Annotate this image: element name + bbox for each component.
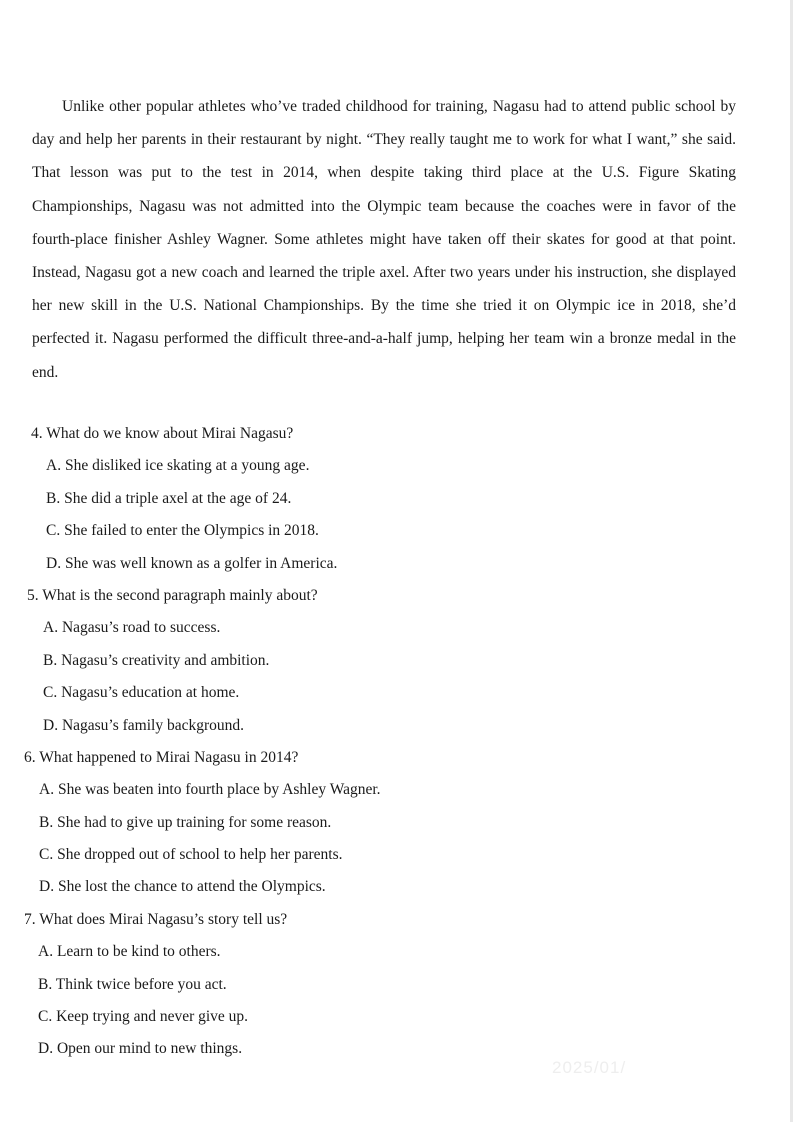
question-6-stem: 6. What happened to Mirai Nagasu in 2014? (24, 748, 299, 766)
question-4-option-b: B. She did a triple axel at the age of 24. (46, 489, 292, 507)
question-6 (24, 742, 744, 904)
question-6-option-d: D. She lost the chance to attend the Olympics. (39, 878, 326, 896)
question-4-option-a: A. She disliked ice skating at a young age. (46, 457, 310, 475)
question-5-option-c: C. Nagasu’s education at home. (43, 684, 240, 702)
question-5-option-a: A. Nagasu’s road to success. (43, 619, 221, 637)
question-7-option-d: D. Open our mind to new things. (38, 1040, 243, 1058)
scan-date-watermark: 2025/01/ (552, 1058, 627, 1077)
question-4 (24, 418, 744, 580)
question-7-stem: 7. What does Mirai Nagasu’s story tell us? (24, 910, 288, 928)
question-5-option-d: D. Nagasu’s family background. (43, 716, 245, 734)
question-7 (24, 904, 744, 1066)
question-5-stem: 5. What is the second paragraph mainly about? (27, 586, 318, 604)
question-4-option-d: D. She was well known as a golfer in America. (46, 554, 338, 572)
question-list (24, 418, 744, 1066)
question-6-option-a: A. She was beaten into fourth place by Ashley Wagner. (39, 781, 381, 799)
question-7-option-a: A. Learn to be kind to others. (38, 943, 221, 961)
question-5 (24, 580, 744, 742)
question-7-option-c: C. Keep trying and never give up. (38, 1008, 249, 1026)
question-4-stem: 4. What do we know about Mirai Nagasu? (31, 425, 294, 442)
question-7-option-b: B. Think twice before you act. (38, 975, 227, 993)
question-6-option-c: C. She dropped out of school to help her parents. (39, 846, 343, 864)
reading-passage: Unlike other popular athletes who’ve traded childhood for training, Nagasu had to attend public school by day and help her parents in their restaurant by night. “They really taught me to work for what I want,” she said. That lesson was put to the test in 2014, when despite taking third place at the U.S. Figure Skating Championships, Nagasu was not admitted into the Olympic team because the coaches were in favor of the fourth-place finisher Ashley Wagner. Some athletes might have taken off their skates for good at that point. Instead, Nagasu got a new coach and learned the triple axel. After two years under his instruction, she displayed her new skill in the U.S. National Championships. By the time she tried it on Olympic ice in 2018, she’d perfected it. Nagasu performed the difficult three-and-a-half jump, helping her team win a bronze medal in the end. (32, 98, 736, 381)
question-5-option-b: B. Nagasu’s creativity and ambition. (43, 651, 270, 669)
question-4-option-c: C. She failed to enter the Olympics in 2018. (46, 522, 319, 540)
question-6-option-b: B. She had to give up training for some reason. (39, 813, 332, 831)
